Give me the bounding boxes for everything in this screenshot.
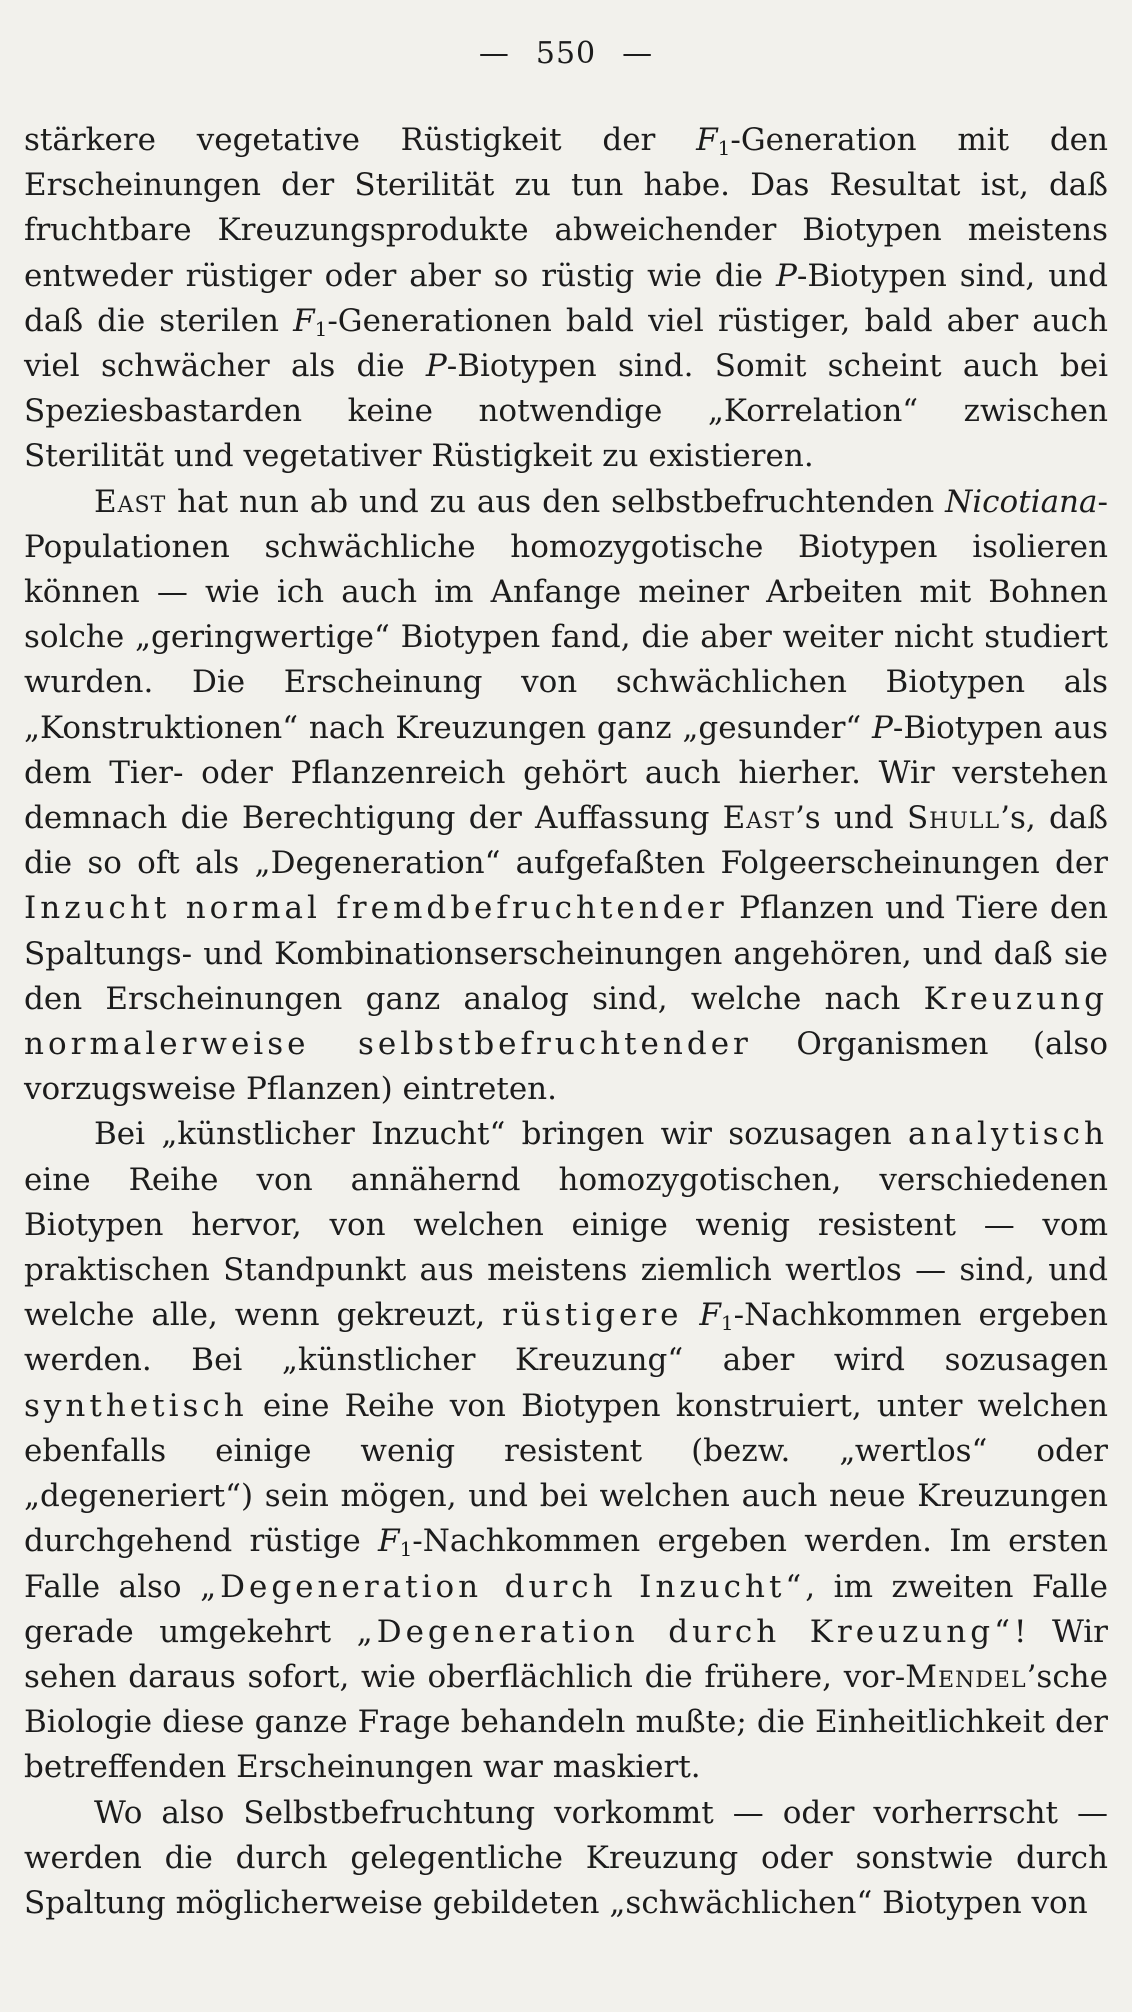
text-run: -Biotypen sind. Somit scheint auch bei Speziesbastarden keine notwendige „Korrelation“ zwischen Sterilität und vegetativer Rüstigkeit zu existieren. xyxy=(24,348,1108,475)
text-run: -Generation mit den Erscheinungen der Sterilität zu tun habe. Das Resultat ist, daß fruchtbare Kreuzungsprodukte abweichender Biotypen meistens entweder rüstiger oder aber so rüstig wie die xyxy=(24,122,1108,294)
text-run: -Biotypen aus dem Tier- oder Pflanzenreich gehört auch hierher. Wir verstehen demnach die Berechtigung der Auffassung xyxy=(24,709,1108,837)
page-number: 550 xyxy=(535,36,597,71)
header-dash-right: — xyxy=(622,36,654,71)
math-p: P xyxy=(425,348,447,385)
text-run: -Populationen schwächliche homozygotische Biotypen isolieren können — wie ich auch im Anfange meiner Arbeiten mit Bohnen solche „geringwertige“ Biotypen fand, die aber weiter nicht studiert wurden. Die Erscheinung von schwächlichen Biotypen als „Konstruktionen“ nach Kreuzungen ganz „gesunder“ xyxy=(24,483,1108,746)
author-name-mendel: Mendel xyxy=(905,1658,1027,1695)
text-run: eine Reihe von Biotypen konstruiert, unter welchen ebenfalls einige wenig resistent (bezw. „wertlos“ oder „degeneriert“) sein mögen, und bei welchen auch neue Kreuzungen durchgehend rüstige xyxy=(24,1387,1108,1560)
spaced-emphasis: „Degeneration durch Inzucht“ xyxy=(200,1568,806,1605)
text-run: -Generationen bald viel rüstiger, bald aber auch viel schwächer als die xyxy=(24,302,1109,385)
spaced-emphasis: Kreuzung normalerweise selbstbefruchtender xyxy=(24,980,1108,1063)
text-run: Pflanzen und Tiere den Spaltungs- und Kombinationserscheinungen angehören, und daß sie den Erscheinungen ganz analog sind, welche nach xyxy=(24,890,1109,1017)
text-run: hat nun ab und zu aus den selbstbefruchtenden xyxy=(166,483,946,520)
math-p: P xyxy=(872,709,893,746)
paragraph-3 xyxy=(24,1112,1108,1790)
paragraph-1 xyxy=(24,118,1108,480)
math-subscript: 1 xyxy=(314,316,328,341)
page-header xyxy=(0,36,1132,71)
math-subscript: 1 xyxy=(717,136,731,160)
text-run: Organismen (also vorzugsweise Pflanzen) eintreten. xyxy=(24,1026,1108,1108)
text-run: eine Reihe von annähernd homozygotischen, verschiedenen Biotypen hervor, von welchen einige wenig resistent — vom praktischen Standpunkt aus meistens ziemlich wertlos — sind, und welche alle, wenn gekreuzt, xyxy=(24,1161,1108,1334)
author-name-east: East xyxy=(722,800,795,837)
math-f: F xyxy=(699,1297,721,1334)
text-run: ! Wir sehen daraus sofort, wie oberflächlich die frühere, vor- xyxy=(24,1613,1108,1695)
math-subscript: 1 xyxy=(720,1311,734,1336)
author-name-shull: Shull xyxy=(906,800,1001,837)
text-run: -Biotypen sind, und daß die sterilen xyxy=(24,257,1108,339)
spaced-emphasis: „Degeneration durch Kreuzung“ xyxy=(356,1613,1014,1650)
math-p: P xyxy=(775,257,797,294)
spaced-emphasis: rüstigere xyxy=(502,1297,683,1334)
text-run: , im zweiten Falle gerade umgekehrt xyxy=(24,1568,1108,1650)
spaced-emphasis: Inzucht normal fremdbefruchtender xyxy=(24,890,728,927)
paragraph-2 xyxy=(24,480,1108,1113)
text-run: Bei „künstlicher Inzucht“ bringen wir sozusagen xyxy=(94,1116,909,1153)
text-run: ’s, daß die so oft als „Degeneration“ aufgefaßten Folgeerscheinungen der xyxy=(24,800,1108,882)
text-run: ’s und xyxy=(794,800,907,837)
paragraph-4 xyxy=(24,1791,1108,1927)
genus-nicotiana: Nicotiana xyxy=(945,483,1098,520)
text-run: Wo also Selbstbefruchtung vorkommt — oder vorherrscht — werden die durch gelegentliche Kreuzung oder sonstwie durch Spaltung möglicherweise gebildeten „schwächlichen“ Biotypen von xyxy=(24,1794,1108,1921)
math-subscript: 1 xyxy=(399,1537,413,1562)
spaced-emphasis: synthetisch xyxy=(24,1387,248,1424)
text-run: stärkere vegetative Rüstigkeit der xyxy=(24,122,697,158)
text-run: -Nachkommen ergeben werden. Bei „künstlicher Kreuzung“ aber wird sozusagen xyxy=(24,1297,1108,1379)
header-dash-left: — xyxy=(478,36,510,71)
spaced-emphasis: analytisch xyxy=(908,1116,1108,1153)
text-run: -Nachkommen ergeben werden. Im ersten Falle also xyxy=(24,1523,1108,1605)
text-run: ’sche Biologie diese ganze Frage behandeln mußte; die Einheitlichkeit der betreffenden Erscheinungen war maskiert. xyxy=(24,1658,1108,1786)
body-text xyxy=(24,118,1108,1926)
author-name-east: East xyxy=(94,483,167,520)
math-f: F xyxy=(696,122,718,158)
math-f: F xyxy=(293,302,315,339)
math-f: F xyxy=(378,1523,400,1560)
